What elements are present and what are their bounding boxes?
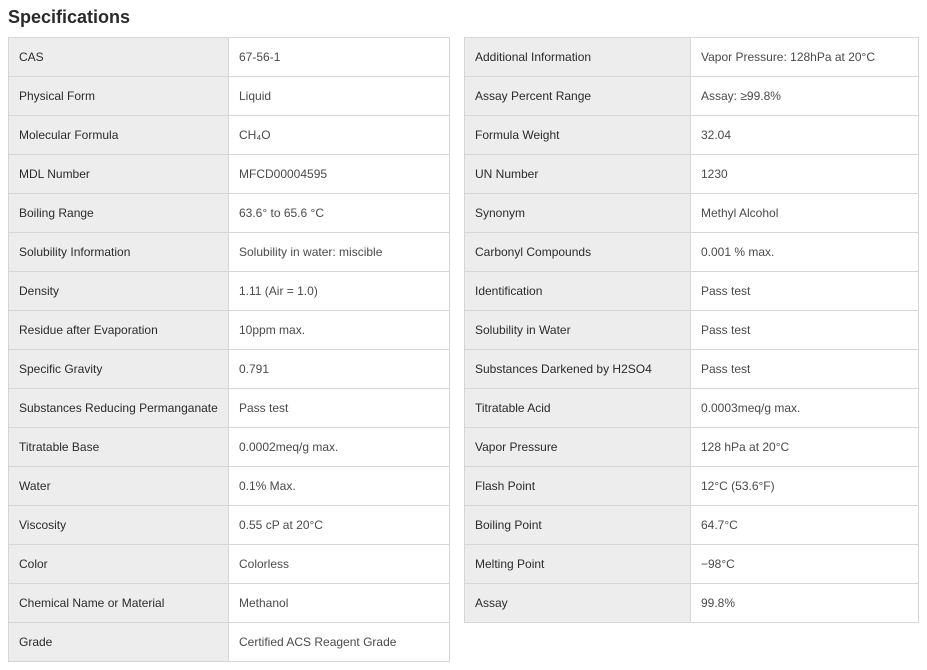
spec-row: [465, 272, 919, 311]
spec-row: [9, 584, 450, 623]
spec-row: [465, 155, 919, 194]
spec-row: [465, 38, 919, 77]
spec-value: −98°C: [691, 545, 919, 584]
spec-value: 0.791: [229, 350, 450, 389]
spec-label: Grade: [9, 623, 229, 662]
spec-value: 32.04: [691, 116, 919, 155]
spec-value: 0.001 % max.: [691, 233, 919, 272]
spec-value: 12°C (53.6°F): [691, 467, 919, 506]
spec-label: Physical Form: [9, 77, 229, 116]
spec-value: CH₄O: [229, 116, 450, 155]
spec-row: [9, 116, 450, 155]
spec-row: [9, 506, 450, 545]
spec-value: 67-56-1: [229, 38, 450, 77]
spec-label: Viscosity: [9, 506, 229, 545]
spec-value: 1230: [691, 155, 919, 194]
spec-label: MDL Number: [9, 155, 229, 194]
spec-row: [465, 467, 919, 506]
spec-label: Vapor Pressure: [465, 428, 691, 467]
spec-label: Formula Weight: [465, 116, 691, 155]
spec-row: [9, 350, 450, 389]
spec-value: Pass test: [691, 272, 919, 311]
spec-value: Methanol: [229, 584, 450, 623]
spec-value: Liquid: [229, 77, 450, 116]
spec-row: [9, 623, 450, 662]
spec-row: [9, 311, 450, 350]
spec-row: [465, 350, 919, 389]
spec-row: [9, 428, 450, 467]
spec-label: Carbonyl Compounds: [465, 233, 691, 272]
spec-label: Specific Gravity: [9, 350, 229, 389]
spec-value: Assay: ≥99.8%: [691, 77, 919, 116]
spec-value: Pass test: [229, 389, 450, 428]
spec-value: 0.0003meq/g max.: [691, 389, 919, 428]
spec-label: Flash Point: [465, 467, 691, 506]
spec-label: Residue after Evaporation: [9, 311, 229, 350]
spec-label: Titratable Base: [9, 428, 229, 467]
spec-label: Titratable Acid: [465, 389, 691, 428]
specifications-table-left-body: [9, 38, 450, 662]
spec-row: [9, 38, 450, 77]
spec-value: Pass test: [691, 311, 919, 350]
spec-row: [9, 272, 450, 311]
spec-label: Boiling Range: [9, 194, 229, 233]
spec-row: [9, 545, 450, 584]
spec-label: Substances Reducing Permanganate: [9, 389, 229, 428]
page-title: Specifications: [8, 7, 131, 27]
spec-value: 0.0002meq/g max.: [229, 428, 450, 467]
spec-value: Pass test: [691, 350, 919, 389]
spec-label: Melting Point: [465, 545, 691, 584]
spec-row: [9, 155, 450, 194]
spec-value: 63.6° to 65.6 °C: [229, 194, 450, 233]
spec-row: [9, 467, 450, 506]
spec-value: 1.11 (Air = 1.0): [229, 272, 450, 311]
spec-label: UN Number: [465, 155, 691, 194]
spec-row: [465, 233, 919, 272]
spec-row: [465, 311, 919, 350]
spec-label: Solubility in Water: [465, 311, 691, 350]
spec-value: Vapor Pressure: 128hPa at 20°C: [691, 38, 919, 77]
spec-row: [9, 77, 450, 116]
spec-value: MFCD00004595: [229, 155, 450, 194]
specifications-table-right: [464, 37, 919, 623]
spec-label: Boiling Point: [465, 506, 691, 545]
spec-label: Substances Darkened by H2SO4: [465, 350, 691, 389]
spec-label: CAS: [9, 38, 229, 77]
spec-row: [465, 545, 919, 584]
spec-value: Certified ACS Reagent Grade: [229, 623, 450, 662]
spec-label: Chemical Name or Material: [9, 584, 229, 623]
spec-label: Identification: [465, 272, 691, 311]
spec-label: Assay Percent Range: [465, 77, 691, 116]
spec-label: Additional Information: [465, 38, 691, 77]
spec-value: 128 hPa at 20°C: [691, 428, 919, 467]
spec-value: Colorless: [229, 545, 450, 584]
specifications-table-right-body: [465, 38, 919, 623]
specifications-table-left: [8, 37, 450, 662]
spec-label: Assay: [465, 584, 691, 623]
spec-row: [465, 389, 919, 428]
spec-row: [9, 389, 450, 428]
spec-value: Solubility in water: miscible: [229, 233, 450, 272]
spec-value: 10ppm max.: [229, 311, 450, 350]
spec-label: Solubility Information: [9, 233, 229, 272]
spec-value: 64.7°C: [691, 506, 919, 545]
spec-label: Molecular Formula: [9, 116, 229, 155]
spec-row: [465, 194, 919, 233]
spec-row: [465, 77, 919, 116]
spec-row: [9, 233, 450, 272]
spec-row: [465, 584, 919, 623]
spec-value: 0.1% Max.: [229, 467, 450, 506]
spec-row: [465, 116, 919, 155]
spec-value: 99.8%: [691, 584, 919, 623]
spec-label: Synonym: [465, 194, 691, 233]
spec-label: Color: [9, 545, 229, 584]
spec-value: 0.55 cP at 20°C: [229, 506, 450, 545]
spec-label: Water: [9, 467, 229, 506]
spec-row: [9, 194, 450, 233]
spec-row: [465, 506, 919, 545]
spec-row: [465, 428, 919, 467]
spec-label: Density: [9, 272, 229, 311]
spec-value: Methyl Alcohol: [691, 194, 919, 233]
